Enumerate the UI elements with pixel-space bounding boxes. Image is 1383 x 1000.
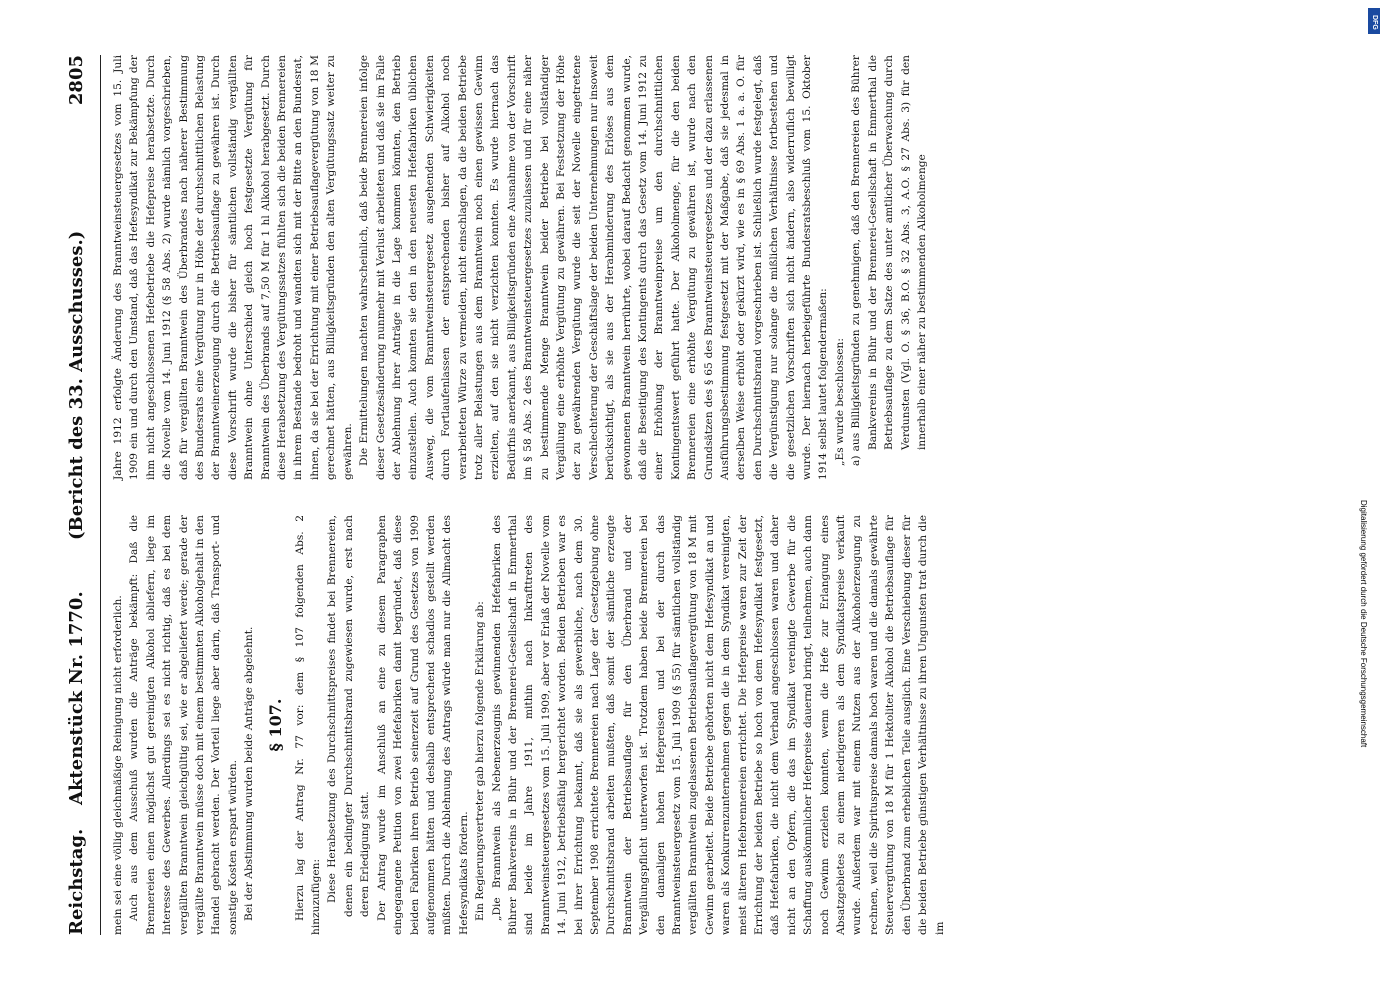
paragraph: Jahre 1912 erfolgte Änderung des Branntweinsteuergesetzes vom 15. Juli 1909 ein und durch den Umstand, daß das Hefesyndikat zur Bekämpfung der ihm nicht angeschlossenen Hefebetriebe die Hefepreise herabsetzte. Durch die Novelle vom 14. Juni 1912 (§ 58 Abs. 2) wurde nämlich vorgeschrieben, daß für vergällten Branntwein des Überbrandes nach näherer Bestimmung des Bundesrats eine Vergütung nur in Höhe der durchschnittlichen Belastung der Branntweinerzeugung durch die Betriebsauflage zu gewähren ist. Durch diese Vorschrift wurde die bisher für sämtlichen vollständig vergällten Branntwein ohne Unterschied gleich hoch festgesetzte Vergütung für Branntwein des Überbrands auf 7,50 M für 1 hl Alkohol herabgesetzt. Durch diese Herabsetzung des Vergütungssatzes fühlten sich die beiden Brennereien in ihrem Bestande bedroht und wandten sich mit der Bitte an den Bundesrat, ihnen, da sie bei der Errichtung mit einer Betriebsauflagevergütung von 18 M gerechnet hätten, aus Billigkeitsgründen den alten Vergütungssatz weiter zu gewähren. [112, 55, 354, 480]
rotated-document [60, 55, 1305, 935]
left-column [110, 515, 948, 935]
header-report-title: (Bericht des 33. Ausschusses.) [66, 230, 87, 540]
section-heading: § 107. [265, 698, 285, 752]
paragraph: „Die Branntwein als Nebenerzeugnis gewinnenden Hefefabriken des Bührer Bankvereins in Bühr und der Brennerei-Gesellschaft in Emmerthal sind beide im Jahre 1911, mithin nach Inkrafttreten des Branntweinsteuergesetzes vom 15. Juli 1909, aber vor Erlaß der Novelle vom 14. Juni 1912, betriebsfähig hergerichtet worden. Beiden Betrieben war es bei ihrer Errichtung bekannt, daß sie als gewerbliche, nach dem 30. September 1908 errichtete Brennereien nach Lage der Gesetzgebung ohne Durchschnittsbrand arbeiten mußten, daß somit der sämtliche erzeugte Branntwein der Betriebsauflage für den Überbrand und der Vergällungspflicht unterworfen ist. Trotzdem haben beide Brennereien bei den damaligen hohen Hefepreisen und bei der durch das Branntweinsteuergesetz vom 15. Juli 1909 (§ 55) für sämtlichen vollständig vergällten Branntwein zugelassenen Betriebsauflagevergütung von 18 M mit Gewinn gearbeitet. Beide Betriebe gehörten nicht dem Hefesyndikat an und waren als Konkurrenzunternehmen gegen die in dem Syndikat vereinigten, meist älteren Hefebrennereien errichtet. Die Hefepreise waren zur Zeit der Errichtung der beiden Betriebe so hoch von dem Hefesyndikat festgesetzt, daß Hefefabriken, die nicht dem Verband angeschlossen waren und daher nicht an den Opfern, die das im Syndikat vereinigte Gewerbe für die Schaffung auskömmlicher Hefepreise dauernd bringt, teilnehmen, auch dann noch Gewinn erzielen konnten, wenn die Hefe zur Erlangung eines Absatzgebietes zu einem niedrigeren als dem Syndikatspreise verkauft wurde. Außerdem war mit einem Nutzen aus der Alkoholerzeugung zu rechnen, weil die Spirituspreise damals hoch waren und die damals gewährte Steuervergütung von 18 M für 1 Hektoliter Alkohol die Betriebsauflage für den Überbrand zum erheblichen Teile ausglich. Eine Verschiebung dieser für die beiden Betriebe günstigen Verhältnisse zu ihren Ungunsten trat durch die im [490, 515, 946, 935]
running-header [60, 55, 100, 935]
header-rule [100, 55, 101, 935]
paragraph: Auch aus dem Ausschuß wurden die Anträge bekämpft: Daß die Brennereien einen möglichst gut gereinigten Alkohol abliefern, liege im Interesse des Gewerbes. Allerdings sei es nicht richtig, daß es bei dem vergällten Branntwein gleichgültig sei, wie er abgeliefert werde; gerade der vergällte Branntwein müsse doch mit einem bestimmten Alkoholgehalt in den Handel gebracht werden. Der Vorteil liege aber darin, daß Transport- und sonstige Kosten erspart würden. [128, 515, 239, 935]
paragraph: Ein Regierungsvertreter gab hierzu folgende Erklärung ab: [474, 601, 487, 921]
paragraph: mein sei eine völlig gleichmäßige Reinigung nicht erforderlich. [112, 595, 124, 935]
paragraph: Der Antrag wurde im Anschluß an eine zu diesem Paragraphen eingegangene Petition von zwei Hefefabriken damit begründet, daß diese beiden Fabriken ihren Betrieb seinerzeit auf Grund des Gesetzes von 1909 aufgenommen hätten und deshalb entsprechend schadlos gestellt werden müßten. Durch die Ablehnung des Antrags würde man nur die Allmacht des Hefesyndikats fördern. [375, 515, 470, 935]
header-left: Reichstag. [66, 828, 87, 935]
digitization-credit: Digitalisierung gefördert durch die Deutsche Forschungsgemeinschaft [1359, 500, 1368, 748]
paragraph: „Es wurde beschlossen: [833, 338, 846, 466]
right-column [110, 55, 930, 480]
quoted-amendment: Diese Herabsetzung des Durchschnittspreises findet bei Brennereien, denen ein bedingter Durchschnittsbrand zugewiesen wurde, erst nach deren Erledigung statt. [326, 515, 372, 917]
list-item: a) aus Billigkeitsgründen zu genehmigen, daß den Brennereien des Bührer Bankvereins in Bühr und der Brennerei-Gesellschaft in Emmerthal die Betriebsauflage zu dem Satze des unter amtlicher Überwachung durch Verdunsten (Vgl. O. § 36, B.O. § 32 Abs. 3, A.O. § 27 Abs. 3) für den innerhalb einer näher zu bestimmenden Alkoholmenge [850, 55, 928, 466]
header-document-number: Aktenstück Nr. 1770. [66, 591, 87, 805]
column-divider [105, 497, 1300, 498]
paragraph: Hierzu lag der Antrag Nr. 77 vor: dem § 107 folgenden Abs. 2 hinzuzufügen: [293, 515, 323, 935]
paragraph: Die Ermittelungen machten wahrscheinlich, daß beide Brennereien infolge dieser Gesetzesänderung nunmehr mit Verlust arbeiteten und daß sie im Falle der Ablehnung ihrer Anträge in die Lage kommen könnten, den Betrieb einzustellen. Auch konnten sie den in den neuesten Hefefabriken üblichen Ausweg, die vom Branntweinsteuergesetz ausgehenden Schwierigkeiten durch Fortlaufenlassen der entsprechenden bisher auf Alkohol noch verarbeiteten Würze zu vermeiden, nicht einschlagen, da die beiden Betriebe trotz aller Belastungen aus dem Branntwein noch einen gewissen Gewinn erzielten, auf den sie nicht verzichten konnten. Es wurde hiernach das Bedürfnis anerkannt, aus Billigkeitsgründen eine Ausnahme von der Vorschrift im § 58 Abs. 2 des Branntweinsteuergesetzes zuzulassen und für eine näher zu bestimmende Menge Branntwein beider Betriebe bei vollständiger Vergällung eine erhöhte Vergütung zu gewähren. Bei Festsetzung der Höhe der zu gewährenden Vergütung wurde die seit der Novelle eingetretene Verschlechterung der Geschäftslage der beiden Unternehmungen nur insoweit berücksichtigt, als sie aus der Herabminderung des Erlöses aus dem gewonnenen Branntwein herrührte, wobei darauf Bedacht genommen wurde, daß die Beseitigung des Kontingents durch das Gesetz vom 14. Juni 1912 zu einer Erhöhung der Branntweinpreise um den durchschnittlichen Kontingentswert geführt hatte. Der Alkoholmenge, für die den beiden Brennereien eine erhöhte Vergütung zu gewähren ist, wurde nach den Grundsätzen des § 65 des Branntweinsteuergesetzes und der dazu erlassenen Ausführungsbestimmung festgesetzt mit der Maßgabe, daß sie jedesmal in derselben Weise erhöht oder gekürzt wird, wie es in § 69 Abs. 1 a. a. O. für den Durchschnittsbrand vorgeschrieben ist. Schließlich wurde festgelegt, daß die Vergünstigung nur solange die mißlichen Verhältnisse fortbestehen und die gesetzlichen Vorschriften sich nicht ändern, also widerruflich bewilligt wurde. Der hiernach herbeigeführte Bundesratsbeschluß vom 15. Oktober 1914 selbst lautet folgendermaßen: [358, 55, 830, 480]
page-number: 2805 [66, 55, 87, 106]
dfg-logo: DFG [1368, 8, 1380, 34]
paragraph: Bei der Abstimmung wurden beide Anträge abgelehnt. [243, 626, 256, 921]
